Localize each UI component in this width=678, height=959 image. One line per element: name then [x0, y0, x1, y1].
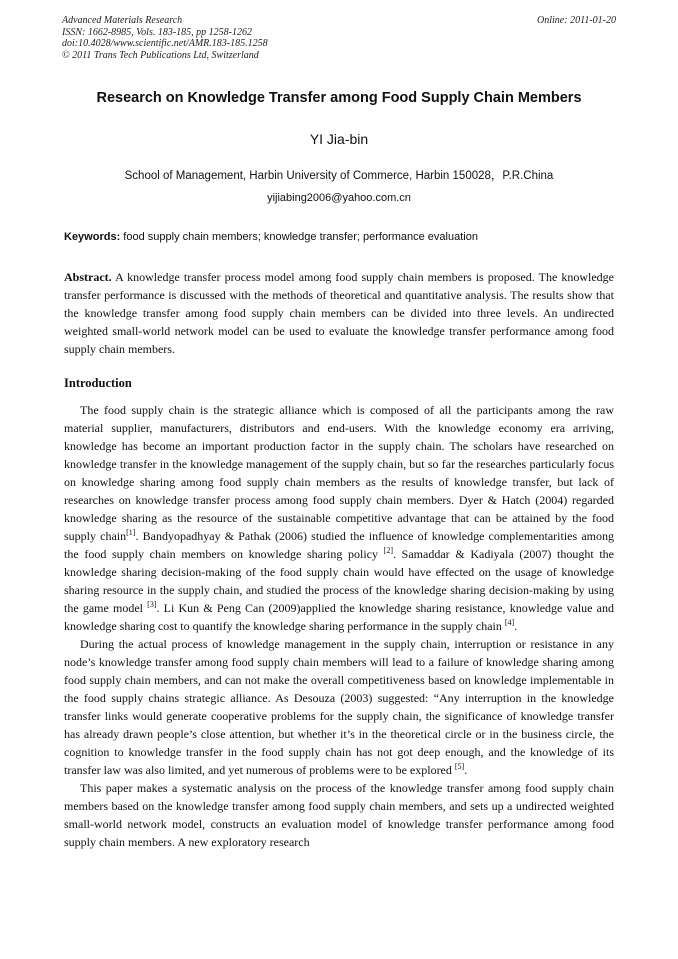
citation[interactable]: [4]	[504, 618, 515, 627]
section-heading-introduction: Introduction	[64, 376, 132, 390]
paragraph-text: During the actual process of knowledge management in the supply chain, interruption or resistance in any node’s knowledge transfer among food supply chain members will lead to a failure of knowledge sharing among food supply chain members, and can not make the overall competitiveness based on knowledge implementable in the food supply chains strategic alliance. As Desouza (2003) suggested: “Any interruption in the knowledge transfer links would generate cooperative problems for the supply chain, the significance of knowledge transfer has already drawn people’s close attention, but whether it’s in the theoretical circle or in the business circle, the cognition to knowledge transfer in the food supply chain has not got deep enough, and the knowledge of its transfer law was also limited, and yet numerous of problems were to be explored	[64, 637, 614, 777]
paragraph-text: .	[464, 763, 468, 777]
abstract	[64, 268, 614, 358]
keywords	[64, 231, 616, 243]
abstract-label: Abstract.	[64, 270, 112, 284]
citation[interactable]: [3]	[147, 600, 157, 609]
author-name: YI Jia-bin	[309, 131, 369, 147]
paragraph-text: . Samaddar & Kadiyala (2007) thought the knowledge sharing decision-making of the food supply chain would have effected on the usage of knowledge sharing resource in the supply chain, and studied the process of the knowledge sharing decision-making by using the game model	[64, 547, 614, 615]
intro-paragraph-2	[64, 635, 614, 779]
intro-paragraph-3: This paper makes a systematic analysis on the process of the knowledge transfer among food supply chain members based on the knowledge transfer among food supply chain members, and sets up a undirected weighted small-world network model, constructs an evaluation model of knowledge transfer performance among food supply chain members. A new exploratory research	[64, 781, 614, 849]
doi-line: doi:10.4028/www.scientific.net/AMR.183-185.1258	[62, 38, 268, 49]
issn-line: ISSN: 1662-8985, Vols. 183-185, pp 1258-1262	[62, 26, 252, 38]
keywords-text: food supply chain members; knowledge transfer; performance evaluation	[120, 231, 478, 243]
intro-paragraph-1	[64, 401, 614, 635]
journal-name: Advanced Materials Research	[62, 15, 183, 26]
citation[interactable]: [5]	[454, 762, 465, 771]
author-email[interactable]: yijiabing2006@yahoo.com.cn	[267, 192, 411, 204]
paragraph-text: The food supply chain is the strategic alliance which is composed of all the participants among the raw material supplier, manufacturers, distributors and end-users. With the knowledge economy era arriving, knowledge has become an important production factor in the supply chain. The scholars have researched on knowledge transfer in the knowledge management of the supply chain, but so far the researches particularly focus on knowledge sharing among food supply chain members as the results of knowledge transfer, but lack of researches on knowledge transfer process among food supply chain members. Dyer & Hatch (2004) regarded knowledge sharing as the resource of the sustainable competitive advantage that can be attained by the food supply chain	[64, 403, 614, 543]
paragraph-text: . Li Kun & Peng Can (2009)applied the knowledge sharing resistance, knowledge value and knowledge sharing cost to quantify the knowledge sharing performance in the supply chain	[64, 601, 615, 633]
abstract-text: A knowledge transfer process model among food supply chain members is proposed. The knowledge transfer performance is discussed with the methods of theoretical and quantitative analysis. The results show that the knowledge transfer among food supply chain members can be divided into three levels. An undirected weighted small-world network model can be used to evaluate the knowledge transfer performance among food supply chain members.	[64, 270, 614, 356]
introduction-body	[64, 401, 614, 851]
paragraph-text: . Bandyopadhyay & Pathak (2006) studied the influence of knowledge complementarities among the food supply chain members on knowledge sharing policy	[64, 529, 614, 561]
citation[interactable]: [2]	[383, 546, 393, 555]
journal-header	[62, 15, 422, 61]
keywords-label: Keywords:	[64, 231, 121, 243]
paragraph-text: .	[514, 619, 518, 633]
paper-title: Research on Knowledge Transfer among Food Supply Chain Members	[96, 90, 582, 106]
copyright-line: © 2011 Trans Tech Publications Ltd, Switzerland	[62, 49, 259, 61]
author-affiliation: School of Management, Harbin University of Commerce, Harbin 150028，P.R.China	[124, 170, 554, 182]
citation[interactable]: [1]	[126, 528, 136, 537]
online-date: Online: 2011-01-20	[537, 15, 616, 26]
